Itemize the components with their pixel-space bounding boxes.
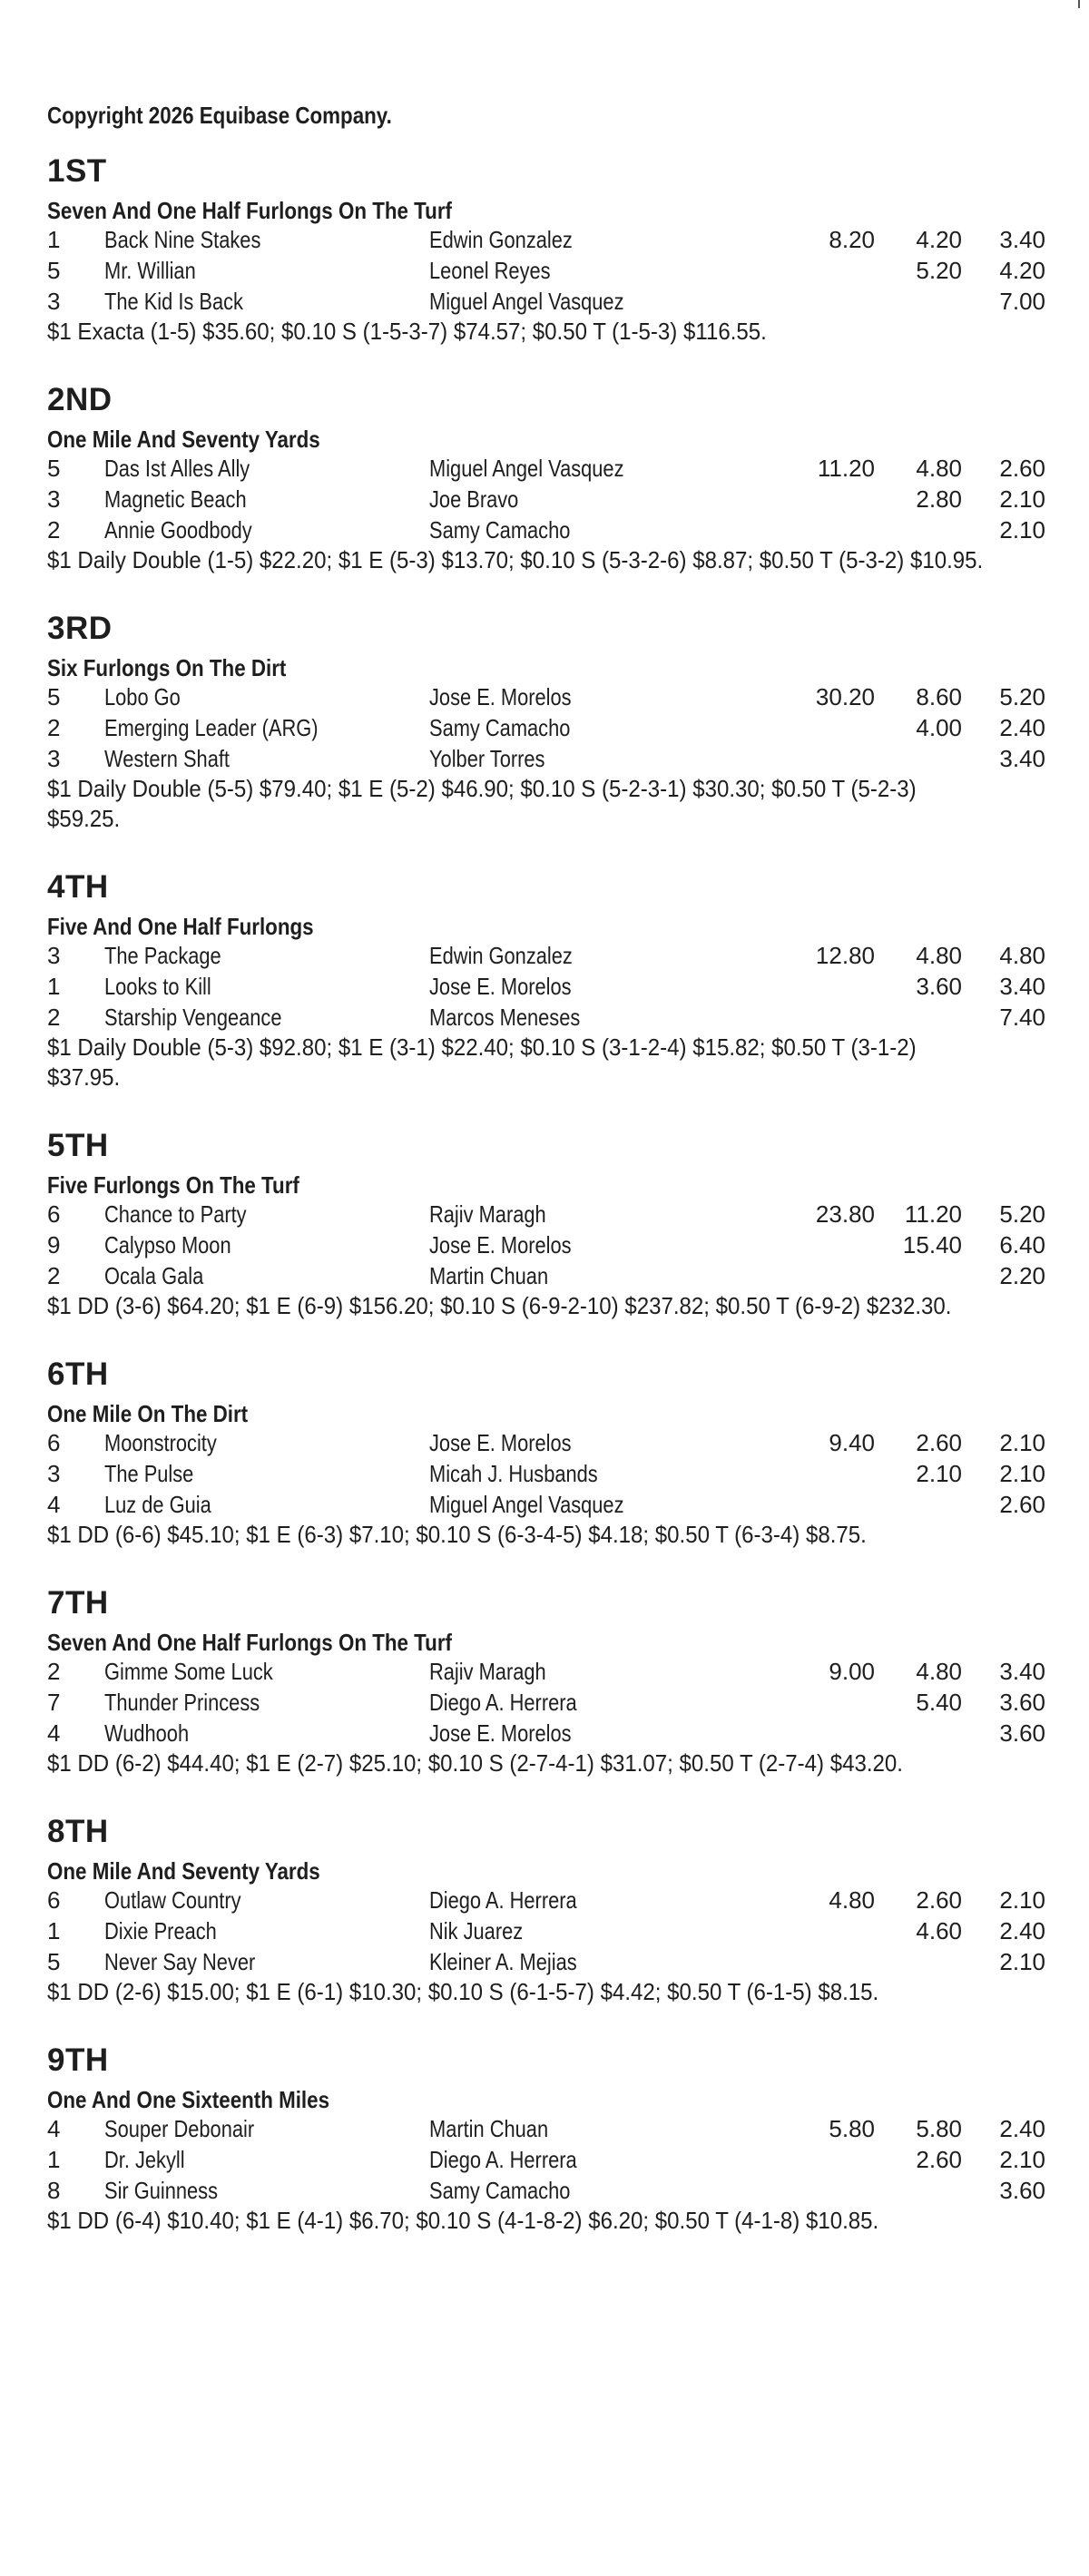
race-distance-surface: One Mile And Seventy Yards [47, 1857, 320, 1885]
jockey-name: Marcos Meneses [429, 1004, 581, 1031]
program-number: 4 [47, 2115, 61, 2142]
jockey-name: Micah J. Husbands [429, 1460, 598, 1487]
place-payout: 4.60 [916, 1917, 962, 1944]
show-payout: 2.10 [999, 1886, 1045, 1914]
race-number-heading: 9TH [47, 2042, 109, 2078]
jockey-name: Samy Camacho [429, 714, 571, 741]
show-payout: 2.10 [999, 516, 1045, 544]
program-number: 2 [47, 1004, 61, 1031]
horse-name: Calypso Moon [104, 1231, 231, 1259]
show-payout: 3.40 [999, 1658, 1045, 1685]
show-payout: 2.40 [999, 714, 1045, 741]
place-payout: 4.80 [916, 942, 962, 969]
finish-row [47, 2175, 1045, 2206]
race-section [47, 153, 1045, 347]
horse-name: Lobo Go [104, 683, 181, 710]
horse-name: Ocala Gala [104, 1262, 204, 1289]
win-payout: 9.40 [829, 1429, 875, 1456]
page-edge-mark [1078, 0, 1080, 8]
jockey-name: Nik Juarez [429, 1917, 524, 1944]
horse-name: Thunder Princess [104, 1689, 260, 1716]
finish-row [47, 1885, 1045, 1915]
program-number: 3 [47, 485, 61, 513]
show-payout: 2.60 [999, 455, 1045, 482]
horse-name: The Package [104, 942, 221, 969]
horse-name: Mr. Willian [104, 257, 196, 284]
win-payout: 12.80 [815, 942, 875, 969]
finish-row [47, 255, 1045, 286]
place-payout: 4.20 [916, 226, 962, 253]
place-payout: 8.60 [916, 683, 962, 710]
show-payout: 2.10 [999, 1948, 1045, 1975]
show-payout: 3.40 [999, 973, 1045, 1000]
finish-row [47, 224, 1045, 255]
race-section [47, 869, 1045, 1092]
show-payout: 3.40 [999, 745, 1045, 772]
horse-name: The Kid Is Back [104, 288, 243, 315]
place-payout: 5.40 [916, 1689, 962, 1716]
show-payout: 7.40 [999, 1004, 1045, 1031]
horse-name: Luz de Guia [104, 1491, 211, 1518]
race-number-heading: 8TH [47, 1814, 109, 1849]
win-payout: 30.20 [815, 683, 875, 710]
race-results-list [47, 153, 1045, 2236]
show-payout: 5.20 [999, 683, 1045, 710]
win-payout: 5.80 [829, 2115, 875, 2142]
finish-row [47, 1427, 1045, 1458]
horse-name: Souper Debonair [104, 2115, 255, 2142]
program-number: 3 [47, 942, 61, 969]
jockey-name: Leonel Reyes [429, 257, 551, 284]
exotic-wager-payouts: $1 DD (6-4) $10.40; $1 E (4-1) $6.70; $0.10 S (4-1-8-2) $6.20; $0.50 T (4-1-8) $10.85. [47, 2207, 879, 2234]
race-number-heading: 5TH [47, 1128, 109, 1163]
program-number: 6 [47, 1200, 61, 1228]
program-number: 2 [47, 516, 61, 544]
race-section [47, 1357, 1045, 1550]
win-payout: 23.80 [815, 1200, 875, 1228]
win-payout: 9.00 [829, 1658, 875, 1685]
win-payout: 4.80 [829, 1886, 875, 1914]
program-number: 1 [47, 973, 61, 1000]
program-number: 5 [47, 683, 61, 710]
show-payout: 2.20 [999, 1262, 1045, 1289]
race-distance-surface: One Mile And Seventy Yards [47, 426, 320, 453]
program-number: 4 [47, 1491, 61, 1518]
program-number: 6 [47, 1886, 61, 1914]
show-payout: 4.20 [999, 257, 1045, 284]
horse-name: Western Shaft [104, 745, 230, 772]
horse-name: Gimme Some Luck [104, 1658, 273, 1685]
finish-row [47, 1458, 1045, 1489]
race-distance-surface: Seven And One Half Furlongs On The Turf [47, 197, 452, 224]
show-payout: 2.10 [999, 1460, 1045, 1487]
program-number: 2 [47, 714, 61, 741]
jockey-name: Miguel Angel Vasquez [429, 455, 624, 482]
program-number: 9 [47, 1231, 61, 1259]
finish-row [47, 286, 1045, 317]
jockey-name: Samy Camacho [429, 2177, 571, 2204]
jockey-name: Edwin Gonzalez [429, 226, 573, 253]
show-payout: 3.40 [999, 226, 1045, 253]
horse-name: Moonstrocity [104, 1429, 217, 1456]
finish-row [47, 712, 1045, 743]
horse-name: Wudhooh [104, 1719, 190, 1747]
horse-name: Emerging Leader (ARG) [104, 714, 319, 741]
jockey-name: Rajiv Maragh [429, 1200, 546, 1228]
race-results-page [47, 102, 1045, 2236]
program-number: 1 [47, 226, 61, 253]
show-payout: 2.10 [999, 2146, 1045, 2173]
exotic-wager-payouts: $1 DD (6-6) $45.10; $1 E (6-3) $7.10; $0.10 S (6-3-4-5) $4.18; $0.50 T (6-3-4) $8.75. [47, 1521, 867, 1548]
race-section [47, 382, 1045, 575]
exotic-wager-payouts: $1 DD (6-2) $44.40; $1 E (2-7) $25.10; $0.10 S (2-7-4-1) $31.07; $0.50 T (2-7-4) $43.20. [47, 1749, 903, 1777]
jockey-name: Jose E. Morelos [429, 1429, 572, 1456]
finish-row [47, 453, 1045, 484]
race-section [47, 1128, 1045, 1321]
finish-row [47, 1489, 1045, 1520]
race-number-heading: 4TH [47, 869, 109, 905]
finish-row [47, 971, 1045, 1002]
finish-row [47, 940, 1045, 971]
jockey-name: Edwin Gonzalez [429, 942, 573, 969]
jockey-name: Diego A. Herrera [429, 1886, 577, 1914]
finish-row [47, 1915, 1045, 1946]
program-number: 3 [47, 1460, 61, 1487]
show-payout: 2.10 [999, 1429, 1045, 1456]
place-payout: 5.80 [916, 2115, 962, 2142]
finish-row [47, 1687, 1045, 1718]
exotic-wager-payouts: $1 Daily Double (5-5) $79.40; $1 E (5-2) $46.90; $0.10 S (5-2-3-1) $30.30; $0.50 T (5-2-3) $59.25. [47, 775, 917, 832]
horse-name: Back Nine Stakes [104, 226, 261, 253]
jockey-name: Samy Camacho [429, 516, 571, 544]
race-number-heading: 3RD [47, 611, 113, 646]
finish-row [47, 1656, 1045, 1687]
finish-row [47, 2113, 1045, 2144]
show-payout: 2.10 [999, 485, 1045, 513]
race-distance-surface: Five And One Half Furlongs [47, 913, 314, 940]
jockey-name: Joe Bravo [429, 485, 519, 513]
jockey-name: Diego A. Herrera [429, 2146, 577, 2173]
program-number: 3 [47, 745, 61, 772]
win-payout: 8.20 [829, 226, 875, 253]
race-distance-surface: Five Furlongs On The Turf [47, 1171, 299, 1199]
jockey-name: Kleiner A. Mejias [429, 1948, 577, 1975]
show-payout: 2.40 [999, 2115, 1045, 2142]
race-number-heading: 2ND [47, 382, 113, 417]
jockey-name: Miguel Angel Vasquez [429, 288, 624, 315]
program-number: 6 [47, 1429, 61, 1456]
race-section [47, 611, 1045, 834]
finish-row [47, 484, 1045, 514]
jockey-name: Jose E. Morelos [429, 1231, 572, 1259]
jockey-name: Jose E. Morelos [429, 683, 572, 710]
place-payout: 4.00 [916, 714, 962, 741]
program-number: 5 [47, 455, 61, 482]
jockey-name: Rajiv Maragh [429, 1658, 546, 1685]
finish-row [47, 1946, 1045, 1977]
horse-name: Looks to Kill [104, 973, 211, 1000]
show-payout: 6.40 [999, 1231, 1045, 1259]
exotic-wager-payouts: $1 Exacta (1-5) $35.60; $0.10 S (1-5-3-7) $74.57; $0.50 T (1-5-3) $116.55. [47, 318, 767, 345]
program-number: 4 [47, 1719, 61, 1747]
horse-name: Starship Vengeance [104, 1004, 282, 1031]
race-number-heading: 6TH [47, 1357, 109, 1392]
exotic-wager-payouts: $1 Daily Double (5-3) $92.80; $1 E (3-1) $22.40; $0.10 S (3-1-2-4) $15.82; $0.50 T (3-1-2) $37.95. [47, 1033, 917, 1091]
program-number: 2 [47, 1658, 61, 1685]
horse-name: Annie Goodbody [104, 516, 252, 544]
jockey-name: Yolber Torres [429, 745, 545, 772]
race-distance-surface: One Mile On The Dirt [47, 1400, 249, 1427]
finish-row [47, 1199, 1045, 1229]
finish-row [47, 681, 1045, 712]
exotic-wager-payouts: $1 DD (3-6) $64.20; $1 E (6-9) $156.20; $0.10 S (6-9-2-10) $237.82; $0.50 T (6-9-2) $232.30. [47, 1292, 952, 1319]
jockey-name: Martin Chuan [429, 1262, 549, 1289]
horse-name: Sir Guinness [104, 2177, 219, 2204]
horse-name: Dixie Preach [104, 1917, 217, 1944]
program-number: 5 [47, 257, 61, 284]
copyright-notice: Copyright 2026 Equibase Company. [47, 102, 392, 129]
show-payout: 2.60 [999, 1491, 1045, 1518]
program-number: 3 [47, 288, 61, 315]
finish-row [47, 1260, 1045, 1291]
place-payout: 2.10 [916, 1460, 962, 1487]
place-payout: 2.60 [916, 1886, 962, 1914]
finish-row [47, 1718, 1045, 1748]
place-payout: 15.40 [902, 1231, 962, 1259]
show-payout: 7.00 [999, 288, 1045, 315]
race-distance-surface: Six Furlongs On The Dirt [47, 654, 287, 681]
jockey-name: Diego A. Herrera [429, 1689, 577, 1716]
horse-name: Das Ist Alles Ally [104, 455, 250, 482]
finish-row [47, 743, 1045, 774]
exotic-wager-payouts: $1 DD (2-6) $15.00; $1 E (6-1) $10.30; $0.10 S (6-1-5-7) $4.42; $0.50 T (6-1-5) $8.15. [47, 1978, 879, 2005]
program-number: 1 [47, 1917, 61, 1944]
finish-row [47, 1002, 1045, 1033]
horse-name: Chance to Party [104, 1200, 247, 1228]
place-payout: 2.60 [916, 2146, 962, 2173]
jockey-name: Jose E. Morelos [429, 973, 572, 1000]
program-number: 7 [47, 1689, 61, 1716]
show-payout: 4.80 [999, 942, 1045, 969]
jockey-name: Miguel Angel Vasquez [429, 1491, 624, 1518]
race-number-heading: 7TH [47, 1585, 109, 1621]
show-payout: 5.20 [999, 1200, 1045, 1228]
show-payout: 3.60 [999, 2177, 1045, 2204]
horse-name: Dr. Jekyll [104, 2146, 185, 2173]
finish-row [47, 2144, 1045, 2175]
program-number: 8 [47, 2177, 61, 2204]
race-section [47, 1814, 1045, 2007]
program-number: 2 [47, 1262, 61, 1289]
exotic-wager-payouts: $1 Daily Double (1-5) $22.20; $1 E (5-3) $13.70; $0.10 S (5-3-2-6) $8.87; $0.50 T (5-3-2) $10.95. [47, 546, 984, 573]
place-payout: 4.80 [916, 1658, 962, 1685]
finish-row [47, 1229, 1045, 1260]
program-number: 5 [47, 1948, 61, 1975]
place-payout: 11.20 [904, 1200, 962, 1228]
race-distance-surface: Seven And One Half Furlongs On The Turf [47, 1629, 452, 1656]
race-number-heading: 1ST [47, 153, 107, 189]
place-payout: 3.60 [916, 973, 962, 1000]
place-payout: 2.60 [916, 1429, 962, 1456]
win-payout: 11.20 [817, 455, 875, 482]
show-payout: 3.60 [999, 1719, 1045, 1747]
program-number: 1 [47, 2146, 61, 2173]
jockey-name: Jose E. Morelos [429, 1719, 572, 1747]
race-section [47, 1585, 1045, 1778]
show-payout: 2.40 [999, 1917, 1045, 1944]
horse-name: Outlaw Country [104, 1886, 241, 1914]
show-payout: 3.60 [999, 1689, 1045, 1716]
horse-name: The Pulse [104, 1460, 194, 1487]
race-distance-surface: One And One Sixteenth Miles [47, 2086, 330, 2113]
horse-name: Never Say Never [104, 1948, 256, 1975]
place-payout: 5.20 [916, 257, 962, 284]
place-payout: 2.80 [916, 485, 962, 513]
finish-row [47, 514, 1045, 545]
horse-name: Magnetic Beach [104, 485, 247, 513]
race-section [47, 2042, 1045, 2236]
jockey-name: Martin Chuan [429, 2115, 549, 2142]
place-payout: 4.80 [916, 455, 962, 482]
